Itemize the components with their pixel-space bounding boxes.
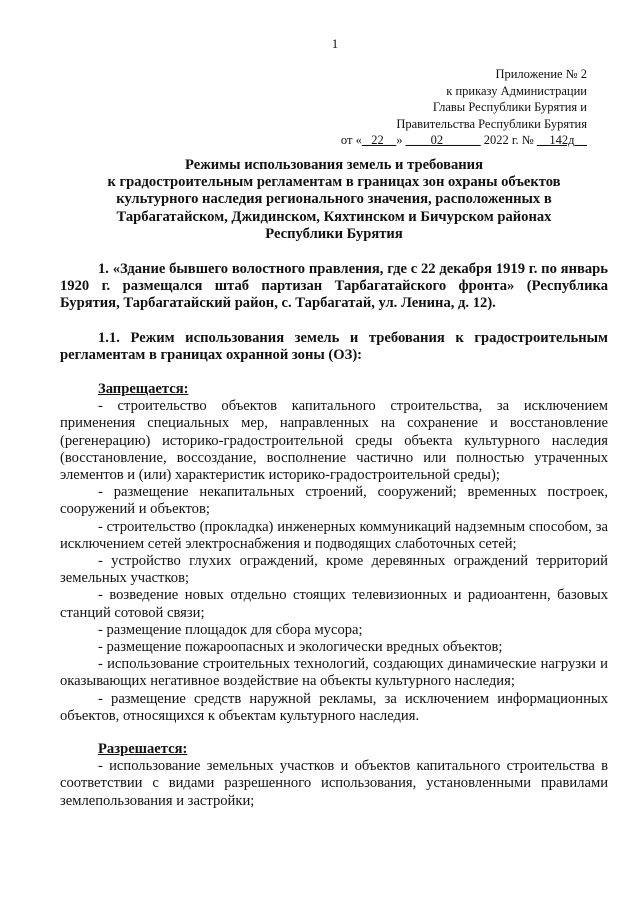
page-number: 1 <box>331 36 339 51</box>
order-year: 2022 г. № <box>483 133 534 147</box>
appendix-header <box>341 66 587 149</box>
prohibited-list <box>60 398 608 725</box>
section-1-heading: 1. «Здание бывшего волостного правления, где с 22 декабря 1919 г. по январь 1920 г. размещался штаб партизан Тарбагатайского фронта» (Республика Бурятия, Тарбагатайский район, с. Тарбагатай, ул. Ленина, д. 12). <box>60 261 608 312</box>
list-item: - размещение некапитальных строений, сооружений; временных построек, сооружений и объектов; <box>60 484 608 518</box>
allowed-list <box>60 758 608 810</box>
list-item: - использование строительных технологий, создающих динамические нагрузки и оказывающих негативное воздействие на объекты культурного наследия; <box>60 656 608 690</box>
title-line: Республики Бурятия <box>265 225 403 242</box>
list-item: - возведение новых отдельно стоящих телевизионных и радиоантенн, базовых станций сотовой связи; <box>60 587 608 621</box>
date-mid: » <box>396 133 403 147</box>
title-line: к градостроительным регламентам в границах зон охраны объектов <box>107 174 561 191</box>
section-1-1-heading: 1.1. Режим использования земель и требования к градостроительным регламентам в границах охранной зоны (ОЗ): <box>60 329 608 363</box>
appendix-line: Главы Республики Бурятия и <box>432 100 587 114</box>
list-item: - строительство (прокладка) инженерных коммуникаций надземным способом, за исключением сетей электроснабжения и подводящих слаботочных сетей; <box>60 518 608 552</box>
order-month: ____02______ <box>405 133 481 147</box>
list-item: - размещение средств наружной рекламы, за исключением информационных объектов, относящихся к объектам культурного наследия. <box>60 690 608 724</box>
list-item: - строительство объектов капитального строительства, за исключением применения специальных мер, направленных на сохранение и восстановление (регенерацию) историко-градостроительной среды объекта культурного наследия (восстановление, воссоздание, восполнение частично или полностью утраченных элементов и (или) характеристик историко-градостроительной среды); <box>60 398 608 484</box>
document-body <box>60 261 608 810</box>
list-item: - устройство глухих ограждений, кроме деревянных ограждений территорий земельных участков; <box>60 553 608 587</box>
title-line: Тарбагатайском, Джидинском, Кяхтинском и Бичурском районах <box>116 208 552 225</box>
prohibited-heading: Запрещается: <box>98 381 189 398</box>
appendix-line: Приложение № 2 <box>495 67 587 81</box>
title-line: культурного наследия регионального значения, расположенных в <box>116 191 552 208</box>
order-day: _22__ <box>361 133 397 147</box>
appendix-line: Правительства Республики Бурятия <box>396 116 587 131</box>
document-title <box>60 157 608 243</box>
allowed-heading: Разрешается: <box>98 741 188 758</box>
title-line: Режимы использования земель и требования <box>185 157 483 173</box>
list-item: - размещение площадок для сбора мусора; <box>98 621 363 638</box>
date-prefix: от « <box>340 133 362 147</box>
order-date-line <box>341 132 587 149</box>
appendix-line: к приказу Администрации <box>446 83 587 98</box>
list-item: - использование земельных участков и объектов капитального строительства в соответствии с видами разрешенного использования, установленными правилами землепользования и застройки; <box>60 758 608 809</box>
list-item: - размещение пожароопасных и экологически вредных объектов; <box>98 639 503 656</box>
order-number: __142д__ <box>536 133 587 147</box>
